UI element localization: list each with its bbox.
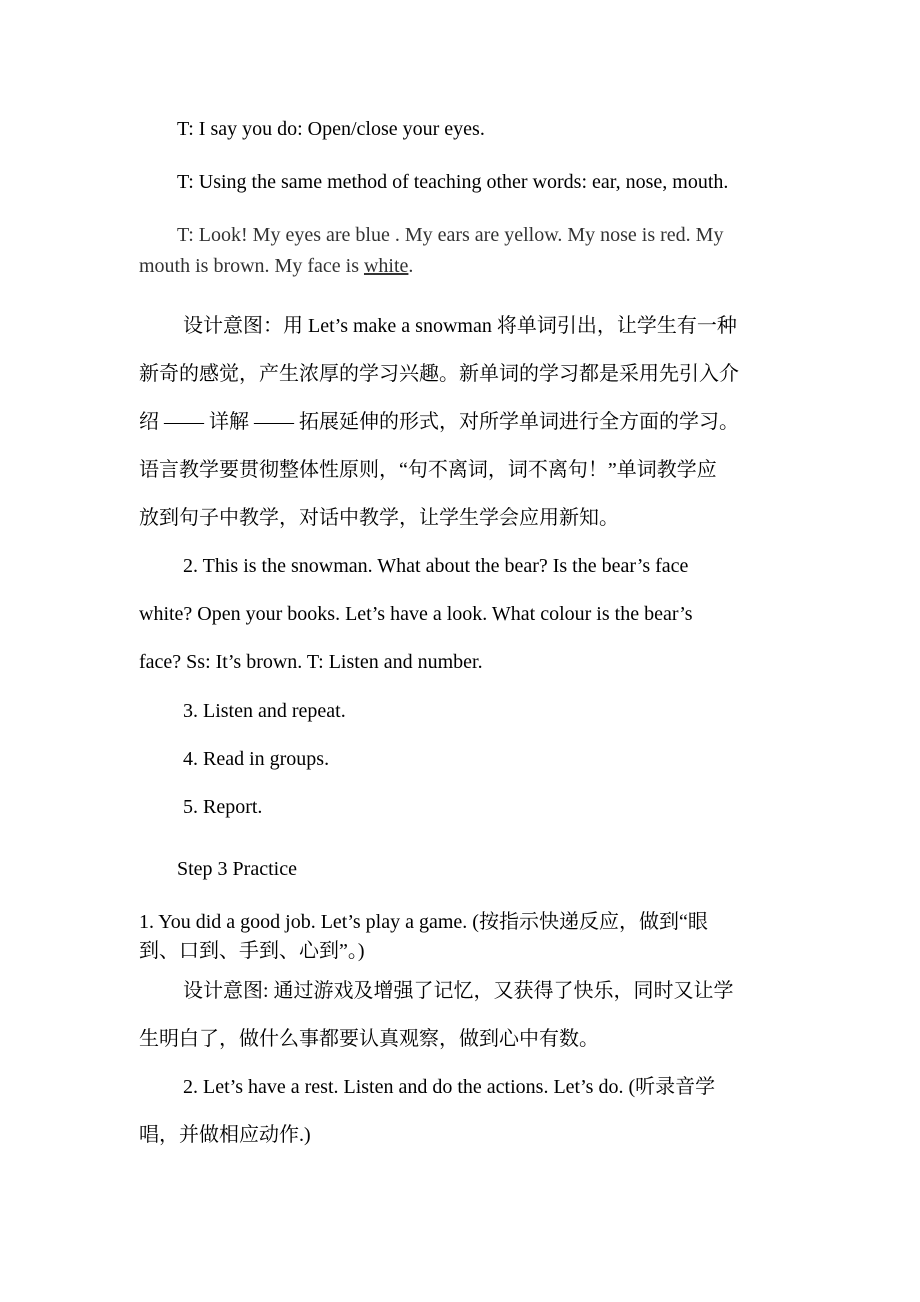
- teacher-line-same-method: T: Using the same method of teaching other words: ear, nose, mouth.: [177, 171, 729, 193]
- practice-2-line-2: 唱，并做相应动作.): [139, 1124, 311, 1146]
- design-intent-line-3: 绍 —— 详解 —— 拓展延伸的形式，对所学单词进行全方面的学习。: [139, 411, 739, 433]
- section-heading-practice: Step 3 Practice: [177, 858, 297, 880]
- teacher-line-look: T: Look! My eyes are blue . My ears are yellow. My nose is red. My: [177, 224, 724, 246]
- step-2-line-1: 2. This is the snowman. What about the bear? Is the bear’s face: [183, 555, 689, 577]
- step-4-line: 4. Read in groups.: [183, 748, 330, 770]
- practice-design-intent-line-1: 设计意图: 通过游戏及增强了记忆，又获得了快乐，同时又让学: [183, 980, 734, 1002]
- step-2-line-3: face? Ss: It’s brown. T: Listen and number.: [139, 651, 483, 673]
- practice-1-line-1: 1. You did a good job. Let’s play a game. (按指示快递反应，做到“眼: [139, 911, 708, 933]
- step-5-line: 5. Report.: [183, 796, 263, 818]
- text-run: .: [408, 255, 414, 277]
- design-intent-line-2: 新奇的感觉，产生浓厚的学习兴趣。新单词的学习都是采用先引入介: [139, 363, 739, 385]
- practice-2-line-1: 2. Let’s have a rest. Listen and do the actions. Let’s do. (听录音学: [183, 1076, 716, 1098]
- design-intent-line-1: 设计意图：用 Let’s make a snowman 将单词引出，让学生有一种: [183, 315, 737, 337]
- design-intent-line-5: 放到句子中教学，对话中教学，让学生学会应用新知。: [139, 507, 619, 529]
- practice-design-intent-line-2: 生明白了，做什么事都要认真观察，做到心中有数。: [139, 1028, 599, 1050]
- step-2-line-2: white? Open your books. Let’s have a look. What colour is the bear’s: [139, 603, 693, 625]
- step-3-line: 3. Listen and repeat.: [183, 700, 346, 722]
- teacher-line-look-cont: [139, 254, 413, 278]
- text-run: mouth is brown. My face is: [139, 255, 364, 277]
- design-intent-line-4: 语言教学要贯彻整体性原则，“句不离词，词不离句！”单词教学应: [139, 459, 717, 481]
- underlined-word: white: [363, 255, 409, 277]
- teacher-line-open-close: T: I say you do: Open/close your eyes.: [177, 118, 485, 140]
- practice-1-line-2: 到、口到、手到、心到”。): [139, 940, 365, 962]
